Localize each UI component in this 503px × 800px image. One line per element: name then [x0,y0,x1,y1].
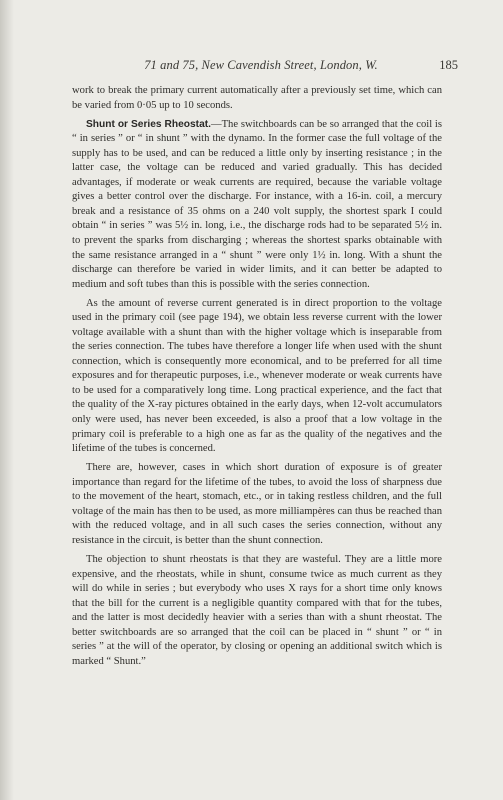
page-fold-shadow [0,0,14,800]
running-title: 71 and 75, New Cavendish Street, London, W. [144,58,378,72]
paragraph-objection: The objection to shunt rheostats is that they are wasteful. They are a little more expensive, and the rheostats, while in shunt, consume twice as much current as they will do while in series ; but everybody who uses X rays for a short time only knows that the bill for the current is a negligible quantity compared with that for the tubes, and the latter is most decidedly heavier with a series than with a shunt rheostat. The better switchboards are so arranged that the coil can be placed in “ shunt ” or “ in series ” at the will of the operator, by closing or opening an additional switch which is marked “ Shunt.” [72,553,442,667]
paragraph-short-exposure: There are, however, cases in which short duration of exposure is of greater importance than regard for the lifetime of the tubes, to avoid the loss of sharpness due to the movement of the heart, stomach, etc., or in taking restless children, and the full voltage of the main has then to be used, as more milliampères can thus be reached than with the reduced voltage, and in all such cases the series connection, without any resistance in the circuit, is better than the shunt connection. [72,462,442,546]
running-head [72,58,458,80]
paragraph-shunt-or-series [72,118,442,293]
paragraph-reverse-current: As the amount of reverse current generated is in direct proportion to the voltage used in the primary coil (see page 194), we obtain less reverse current with the lower voltage available with a shunt than with the higher voltage which is inseparable from the series connection. The tubes have therefore a longer life when used with the shunt connection, which is consequently more economical, and to be preferred for all time exposures and for therapeutic purposes, i.e., whenever moderate or weak currents have to be used for a comparatively long time. Long practical experience, and the fact that the quality of the X-ray pictures obtained in the early days, when 12-volt accumulators only were used, has never been exceeded, is also a proof that a low voltage in the primary coil is preferable to a high one as far as the quality of the negatives and the lifetime of the tubes is concerned. [72,297,442,455]
body-text [72,84,442,674]
page-number: 185 [439,58,458,72]
paragraph-text: —The switchboards can be so arranged that the coil is “ in series ” or “ in shunt ” with the dynamo. In the former case the full voltage of the supply has to be used, and can be reduced a little only by inserting resistance ; in the latter case, the voltage can be reduced and varied gradually. This has decided advantages, if moderate or weak currents are required, because the variable voltage gives a better control over the discharge. For instance, with a 16-in. coil, a mercury break and a resistance of 35 ohms on a 240 volt supply, the shortest spark I could obtain “ in series ” was 5½ in. long, i.e., the discharge rods had to be separated 5½ in. to prevent the sparks from discharging ; whereas the shortest sparks obtainable with the same resistance arranged in a “ shunt ” were only 1½ in. long. With a shunt the discharge can therefore be varied in wider limits, and it can better be adapted to medium and soft tubes than this is possible with the series connection. [72,118,442,290]
paragraph-continued: work to break the primary current automatically after a previously set time, which can be varied from 0·05 up to 10 seconds. [72,85,442,111]
section-heading: Shunt or Series Rheostat. [86,118,211,130]
